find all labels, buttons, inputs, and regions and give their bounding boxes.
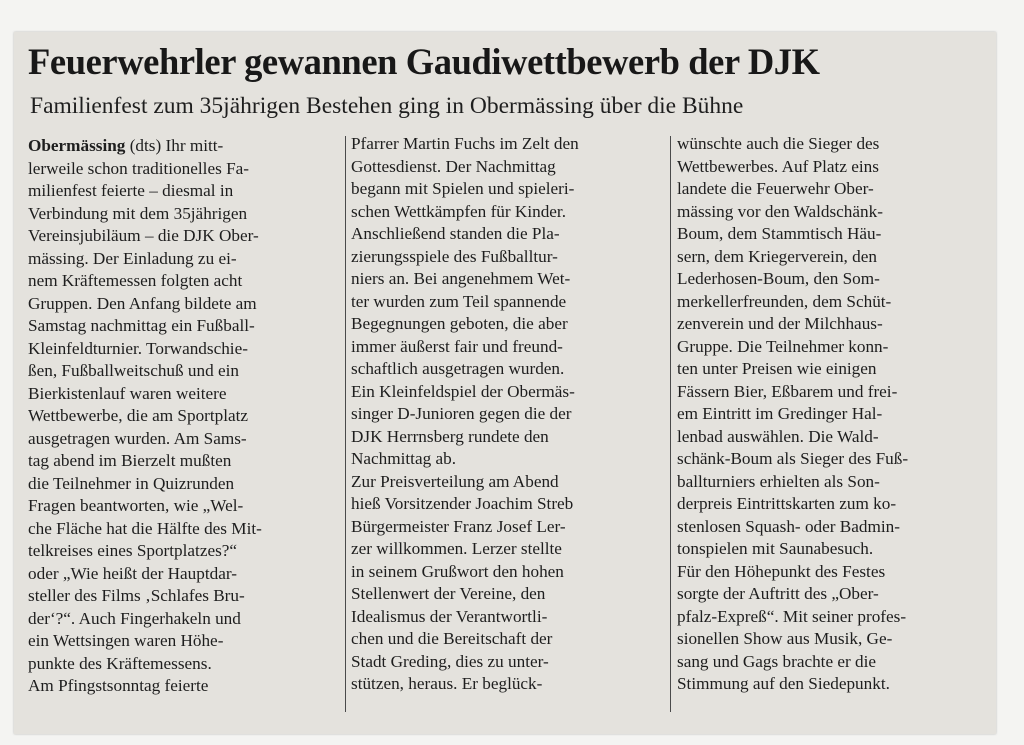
article-text-line: zierungsspiele des Fußballtur-: [351, 246, 558, 266]
article-text-line: Für den Höhepunkt des Festes: [677, 561, 886, 581]
column-divider: [345, 136, 346, 712]
article-text-line: niers an. Bei angenehmem Wet-: [351, 269, 571, 288]
article-text-line: punkte des Kräftemessens.: [28, 653, 212, 673]
article-text-line: nem Kräftemessen folgten acht: [28, 271, 243, 290]
article-text-line: ßen, Fußballweitschuß und ein: [28, 361, 239, 380]
article-text-line: Zur Preisverteilung am Abend: [351, 471, 559, 491]
article-text-line: sionellen Show aus Musik, Ge-: [677, 629, 893, 648]
article-text-line: oder „Wie heißt der Hauptdar-: [28, 563, 237, 583]
article-text-line: sang und Gags brachte er die: [677, 651, 877, 671]
article-text-line: sorgte der Auftritt des „Ober-: [677, 584, 879, 603]
article-text-line: immer äußerst fair und freund-: [351, 336, 563, 356]
article-text-line: Gruppen. Den Anfang bildete am: [28, 293, 257, 313]
article-text-fragment: (dts) Ihr mitt-: [125, 136, 224, 155]
article-text-line: lerweile schon traditionelles Fa-: [28, 158, 249, 178]
newspaper-clipping: [14, 32, 996, 734]
article-text-line: merkellerfreunden, dem Schüt-: [677, 291, 892, 311]
article-text-line: chen und die Bereitschaft der: [351, 629, 553, 648]
article-text-line: stenlosen Squash- oder Badmin-: [677, 516, 900, 536]
article-text-line: hieß Vorsitzender Joachim Streb: [351, 494, 574, 513]
article-text-line: begann mit Spielen und spieleri-: [351, 179, 575, 198]
article-text-line: der‘?“. Auch Fingerhakeln und: [28, 608, 241, 628]
article-column-1: [28, 135, 340, 698]
article-text-line: Begegnungen geboten, die aber: [351, 314, 568, 333]
article-text-line: Am Pfingstsonntag feierte: [28, 676, 209, 695]
article-text-line: Wettbewerbe, die am Sportplatz: [28, 406, 249, 425]
article-text-line: zenverein und der Milchhaus-: [677, 314, 883, 333]
article-column-3: [677, 133, 987, 696]
article-text-line: Kleinfeldturnier. Torwandschie-: [28, 338, 248, 358]
article-text-line: Idealismus der Verantwortli-: [351, 606, 548, 626]
article-text-line: die Teilnehmer in Quizrunden: [28, 473, 235, 493]
article-text-line: tonspielen mit Saunabesuch.: [677, 539, 874, 558]
article-text-line: Lederhosen-Boum, den Som-: [677, 269, 880, 288]
article-text-line: wünschte auch die Sieger des: [677, 134, 880, 153]
article-text-line: Samstag nachmittag ein Fußball-: [28, 316, 255, 335]
article-text-line: milienfest feierte – diesmal in: [28, 181, 234, 200]
article-text-line: Stellenwert der Vereine, den: [351, 584, 546, 603]
article-text-line: schen Wettkämpfen für Kinder.: [351, 201, 566, 221]
article-text-line: steller des Films ‚Schlafes Bru-: [28, 586, 245, 605]
article-text-line: telkreises eines Sportplatzes?“: [28, 541, 238, 560]
article-text-line: ein Wettsingen waren Höhe-: [28, 631, 224, 650]
article-text-line: em Eintritt im Gredinger Hal-: [677, 404, 883, 423]
article-text-line: sern, dem Kriegerverein, den: [677, 246, 877, 266]
article-text-line: Stadt Greding, dies zu unter-: [351, 651, 549, 671]
article-text-line: Wettbewerbes. Auf Platz eins: [677, 156, 879, 176]
article-text-line: Bürgermeister Franz Josef Ler-: [351, 516, 566, 536]
article-text-line: Gruppe. Die Teilnehmer konn-: [677, 336, 889, 356]
article-text-line: mässing vor den Waldschänk-: [677, 201, 883, 221]
article-text-line: ausgetragen wurden. Am Sams-: [28, 428, 247, 448]
article-text-line: Ein Kleinfeldspiel der Obermäs-: [351, 381, 575, 401]
article-text-line: zer willkommen. Lerzer stellte: [351, 539, 562, 558]
article-text-line: Boum, dem Stammtisch Häu-: [677, 224, 882, 243]
article-column-2: [351, 133, 665, 696]
column-divider: [670, 136, 671, 712]
article-text-line: ten unter Preisen wie einigen: [677, 359, 877, 378]
article-text-line: in seinem Grußwort den hohen: [351, 561, 564, 581]
article-text-line: Vereinsjubiläum – die DJK Ober-: [28, 226, 259, 245]
article-text-line: Gottesdienst. Der Nachmittag: [351, 156, 556, 176]
article-text-line: ter wurden zum Teil spannende: [351, 291, 567, 311]
article-dateline: Obermässing: [28, 136, 126, 155]
article-text-line: lenbad auswählen. Die Wald-: [677, 426, 879, 446]
article-subheadline: Familienfest zum 35jährigen Bestehen ging in Obermässing über die Bühne: [30, 93, 744, 119]
article-text-line: Fässern Bier, Eßbarem und frei-: [677, 381, 898, 401]
article-text-line: derpreis Eintrittskarten zum ko-: [677, 494, 897, 513]
article-text-line: ballturniers erhielten als Son-: [677, 471, 880, 491]
article-text-line: Nachmittag ab.: [351, 449, 456, 468]
article-text-line: stützen, heraus. Er beglück-: [351, 674, 543, 693]
article-text-line: Fragen beantworten, wie „Wel-: [28, 496, 244, 515]
article-text-line: singer D-Junioren gegen die der: [351, 404, 572, 423]
article-text-line: tag abend im Bierzelt mußten: [28, 451, 232, 470]
article-text-line: Verbindung mit dem 35jährigen: [28, 203, 248, 223]
article-text-line: pfalz-Expreß“. Mit seiner profes-: [677, 606, 907, 626]
article-text-line: schaftlich ausgetragen wurden.: [351, 359, 565, 378]
article-text-line: Pfarrer Martin Fuchs im Zelt den: [351, 134, 579, 153]
article-text-line: che Fläche hat die Hälfte des Mit-: [28, 518, 262, 538]
article-text-line: Bierkistenlauf waren weitere: [28, 383, 227, 403]
article-text-line: landete die Feuerwehr Ober-: [677, 179, 874, 198]
article-text-line: schänk-Boum als Sieger des Fuß-: [677, 449, 909, 468]
article-text-line: DJK Herrnsberg rundete den: [351, 426, 549, 446]
article-text-line: Anschließend standen die Pla-: [351, 224, 560, 243]
article-headline: Feuerwehrler gewannen Gaudiwettbewerb der DJK: [28, 41, 820, 82]
article-text-line: Stimmung auf den Siedepunkt.: [677, 674, 890, 693]
article-text-line: [28, 135, 340, 158]
article-text-line: mässing. Der Einladung zu ei-: [28, 248, 237, 268]
